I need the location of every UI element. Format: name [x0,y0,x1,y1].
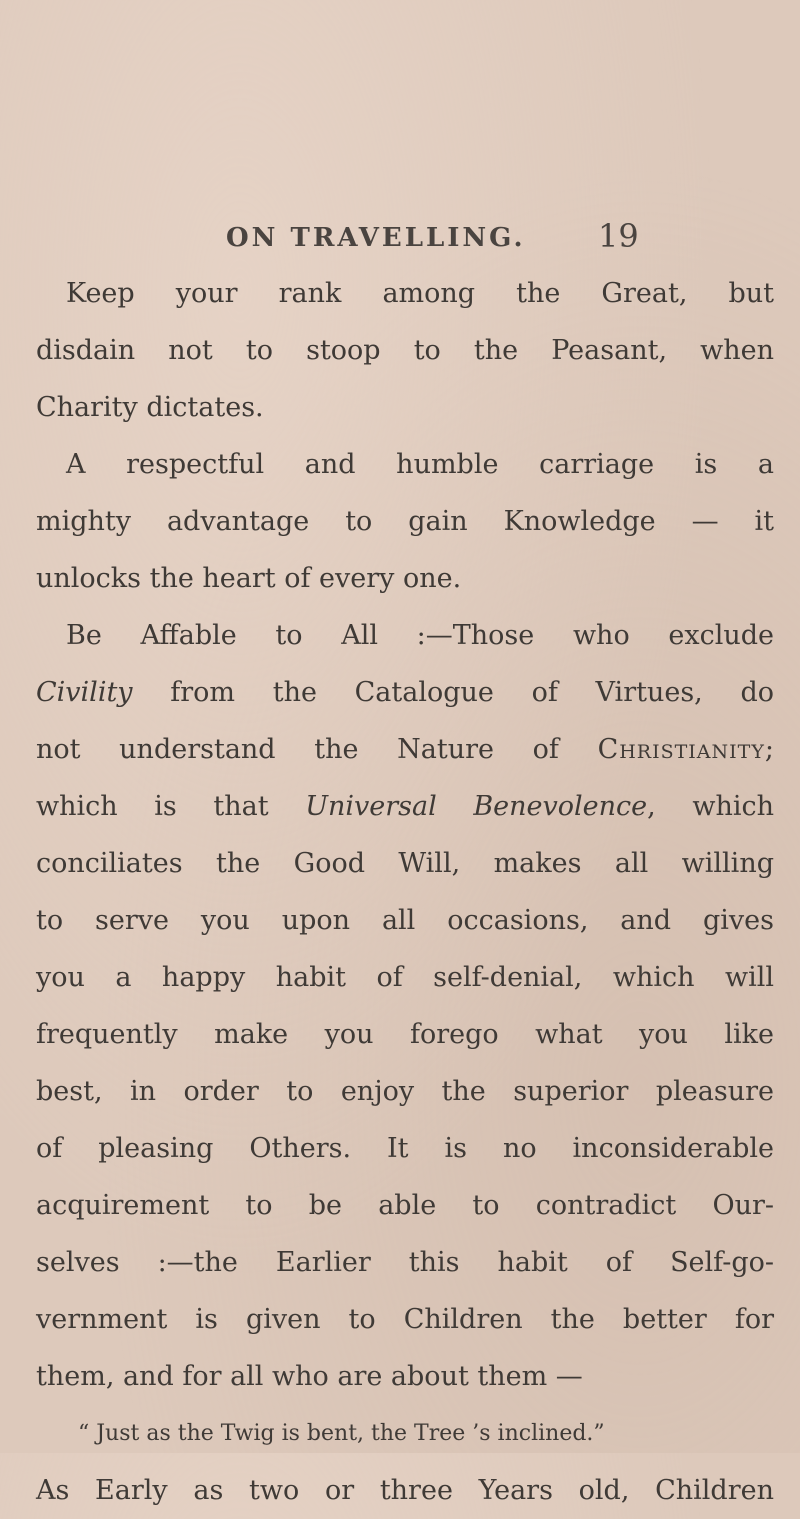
text-line: Be Affable to All :—Those who exclude [66,620,774,651]
line-text: , which [647,791,774,822]
text-line [36,664,774,721]
line-text: from the Catalogue of Virtues, do [132,677,774,708]
text-line: conciliates the Good Will, makes all willing [36,848,774,879]
line-text: which is that [36,791,306,822]
small-caps-phrase: Christianity [597,734,765,765]
italic-phrase: Civility [36,677,133,708]
text-line: disdain not to stoop to the Peasant, when [36,335,774,366]
text-line: best, in order to enjoy the superior pleasure [36,1076,774,1107]
text-line: Keep your rank among the Great, but [66,278,774,309]
running-title: ON TRAVELLING. [226,223,526,253]
text-line: to serve you upon all occasions, and gives [36,905,774,936]
italic-phrase: Universal Benevolence [305,791,648,822]
body-text [36,265,774,1519]
text-line [36,721,774,778]
text-line: A respectful and humble carriage is a [66,449,774,480]
line-text: not understand the Nature of [36,734,598,765]
text-line: acquirement to be able to contradict Our- [36,1190,774,1221]
text-line: of pleasing Others. It is no inconsiderable [36,1133,774,1164]
text-line: you a happy habit of self-denial, which will [36,962,774,993]
text-line: mighty advantage to gain Knowledge — it [36,506,774,537]
text-line: frequently make you forego what you like [36,1019,774,1050]
text-line: vernment is given to Children the better for [36,1304,774,1335]
text-line: unlocks the heart of every one. [36,563,462,594]
line-text: ; [764,734,774,765]
text-line: Charity dictates. [36,392,264,423]
text-line [36,778,774,835]
text-line: them, and for all who are about them — [36,1361,583,1392]
running-head [0,217,800,263]
page-number: 19 [598,217,639,255]
text-line: As Early as two or three Years old, Children [36,1475,774,1506]
text-line: selves :—the Earlier this habit of Self-go- [36,1247,774,1278]
quotation-line: “ Just as the Twig is bent, the Tree ’s inclined.” [78,1421,605,1446]
